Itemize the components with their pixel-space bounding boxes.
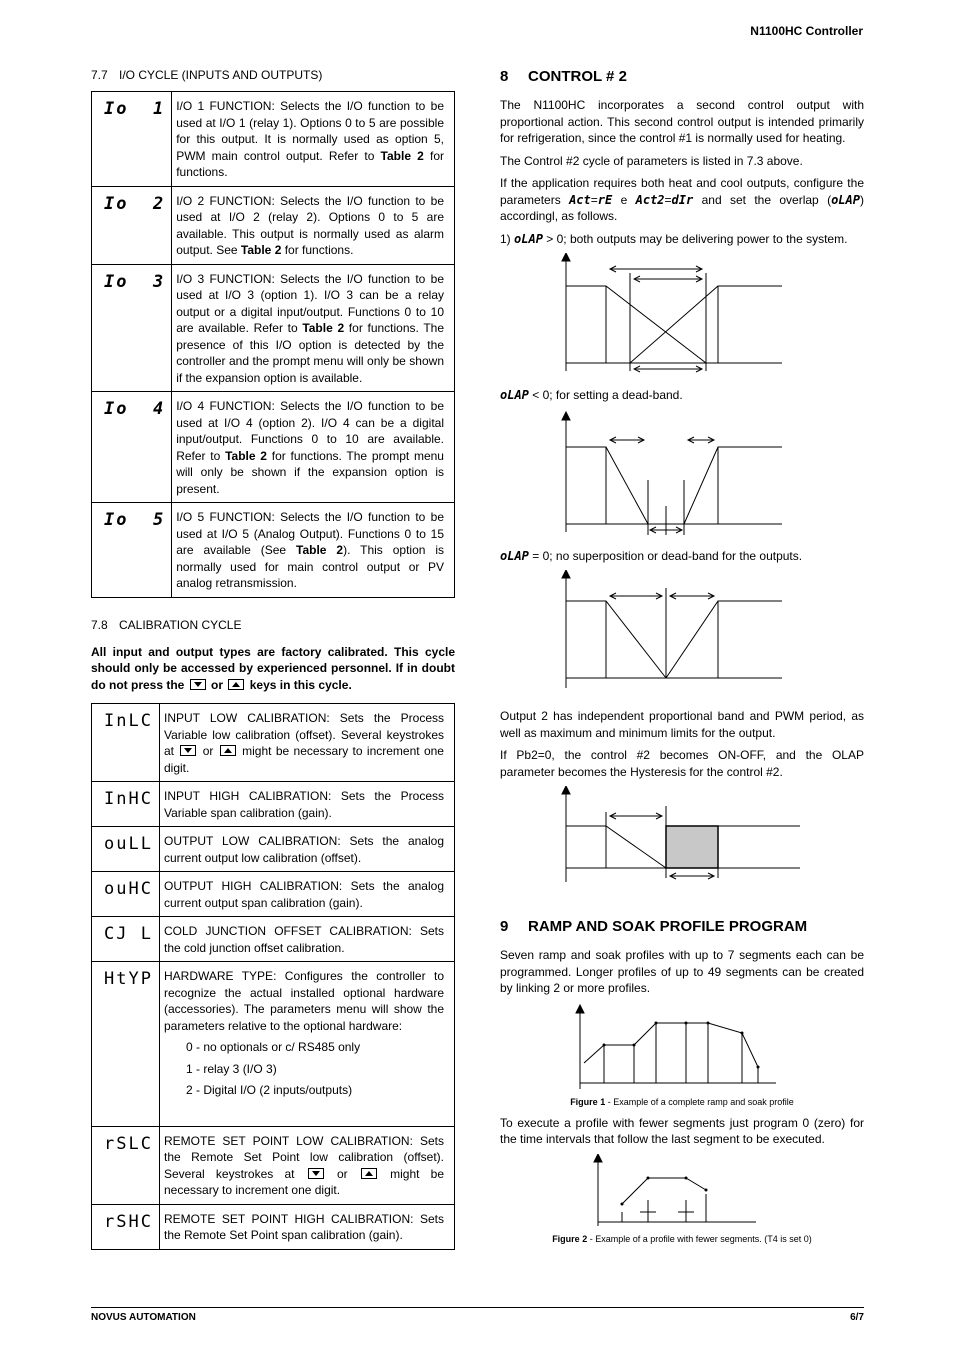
- calibration-warning: All input and output types are factory calibrated. This cycle should only be accessed by experienced personnel. If in doubt do not press the or keys in this cycle.: [91, 644, 455, 692]
- parameter-code: rSHC: [92, 1204, 160, 1249]
- parameter-code: CJ L: [92, 917, 160, 962]
- parameter-description: COLD JUNCTION OFFSET CALIBRATION: Sets the cold junction offset calibration.: [160, 917, 455, 962]
- control2-heading: 8 CONTROL # 2: [500, 68, 627, 85]
- olap-positive-diagram: [500, 253, 864, 381]
- parameter-description: I/O 2 FUNCTION: Selects the I/O function to be used at I/O 2 (relay 2). Options 0 to 5 are available. This output is normally used as alarm output. See Table 2 for functions.: [172, 186, 455, 264]
- figure-2-caption: Figure 2 - Example of a profile with fewer segments. (T4 is set 0): [552, 1233, 812, 1244]
- output2-note: Output 2 has independent proportional band and PWM period, as well as maximum and minimum limits for the output.: [500, 709, 864, 740]
- table-row: [92, 917, 455, 962]
- hardware-option: 0 - no optionals or c/ RS485 only: [186, 1040, 361, 1054]
- olap-negative-item: oLAP < 0; for setting a dead-band.: [500, 388, 683, 402]
- parameter-description: HARDWARE TYPE: Configures the controller to recognize the actual installed optional hardware (accessories). The parameters menu will show the parameters relative to the optional hardware: 0 - no optionals or c/ RS485 only 1 - relay 3 (I/O 3) 2 - Digital I/O (2 inputs/outputs): [160, 962, 455, 1127]
- parameter-code: Io 2: [92, 186, 172, 264]
- figure-1-caption: Figure 1 - Example of a complete ramp and soak profile: [570, 1096, 794, 1107]
- left-column: [91, 68, 455, 1250]
- olap-negative-diagram: [500, 410, 864, 542]
- parameter-code: InLC: [92, 704, 160, 782]
- up-key-icon: [228, 679, 244, 690]
- parameter-code: InHC: [92, 782, 160, 827]
- parameter-description: REMOTE SET POINT HIGH CALIBRATION: Sets the Remote Set Point span calibration (gain).: [160, 1204, 455, 1249]
- parameter-description: INPUT LOW CALIBRATION: Sets the Process Variable low calibration (offset). Several keystrokes at or might be necessary to increment one digit.: [160, 704, 455, 782]
- table-row: [92, 782, 455, 827]
- document-header: N1100HC Controller: [750, 24, 863, 38]
- parameter-description: I/O 5 FUNCTION: Selects the I/O function to be used at I/O 5 (Analog Output). Functions 0 to 15 are available (See Table 2). This option is normally used for main control output or PV analog retransmission.: [172, 503, 455, 598]
- table-row: [92, 872, 455, 917]
- table-row: [92, 264, 455, 392]
- parameter-description: I/O 4 FUNCTION: Selects the I/O function to be used at I/O 4 (option 2). I/O 4 can be a digital input/output. Functions 0 to 10 are available. Refer to Table 2 for functions. The prompt menu will only be shown if the expansion option is present.: [172, 392, 455, 503]
- parameter-code: Io 5: [92, 503, 172, 598]
- ramp-fewer-segments: To execute a profile with fewer segments just program 0 (zero) for the time intervals that follow the last segment to be executed.: [500, 1115, 864, 1146]
- parameter-description: REMOTE SET POINT LOW CALIBRATION: Sets the Remote Set Point low calibration (offset). Several keystrokes at or might be necessary to increment one digit.: [160, 1126, 455, 1204]
- hardware-option: 2 - Digital I/O (2 inputs/outputs): [186, 1083, 353, 1097]
- up-key-icon: [361, 1168, 377, 1179]
- footer-company: NOVUS AUTOMATION: [91, 1312, 196, 1323]
- table-row: [92, 503, 455, 598]
- table-row: [92, 392, 455, 503]
- table-row: [92, 704, 455, 782]
- hardware-option: 1 - relay 3 (I/O 3): [186, 1061, 277, 1076]
- table-row: [92, 1126, 455, 1204]
- io-cycle-table: [91, 91, 455, 598]
- ramp-intro: Seven ramp and soak profiles with up to 7 segments each can be programmed. Longer profiles of up to 49 segments can be created by linking 2 or more profiles.: [500, 948, 864, 995]
- table-row: [92, 962, 455, 1127]
- right-column: [500, 68, 864, 1252]
- control2-config: If the application requires both heat and cool outputs, configure the parameters Act=rE e Act2=dIr and set the overlap (oLAP) accordingl, as follows.: [500, 176, 864, 223]
- parameter-code: ouHC: [92, 872, 160, 917]
- calibration-table: [91, 703, 455, 1250]
- table-row: [92, 186, 455, 264]
- olap-zero-diagram: [500, 570, 864, 698]
- down-key-icon: [180, 745, 196, 756]
- down-key-icon: [308, 1168, 324, 1179]
- olap-positive-item: 1) oLAP > 0; both outputs may be delivering power to the system.: [500, 231, 848, 246]
- parameter-description: I/O 1 FUNCTION: Selects the I/O function to be used at I/O 1 (relay 1). Options 0 to 5 are possible for this output. It is normally used as option 5, PWM main control output. Refer to Table 2 for functions.: [172, 92, 455, 187]
- parameter-description: OUTPUT LOW CALIBRATION: Sets the analog current output low calibration (offset).: [160, 827, 455, 872]
- control2-intro: The N1100HC incorporates a second control output with proportional action. This second control output is intended primarily for refrigeration, since the control #1 is normally used for heating.: [500, 98, 864, 145]
- calibration-heading: 7.8 CALIBRATION CYCLE: [91, 617, 242, 632]
- table-row: [92, 92, 455, 187]
- parameter-code: HtYP: [92, 962, 160, 1127]
- parameter-code: Io 4: [92, 392, 172, 503]
- table-row: [92, 827, 455, 872]
- parameter-code: ouLL: [92, 827, 160, 872]
- onoff-note: If Pb2=0, the control #2 becomes ON-OFF, and the OLAP parameter becomes the Hysteresis for the control #2.: [500, 748, 864, 779]
- parameter-code: Io 1: [92, 92, 172, 187]
- parameter-description: INPUT HIGH CALIBRATION: Sets the Process Variable span calibration (gain).: [160, 782, 455, 827]
- control2-cycle-note: The Control #2 cycle of parameters is listed in 7.3 above.: [500, 153, 803, 168]
- footer-divider: [91, 1307, 864, 1308]
- onoff-hysteresis-diagram: [500, 786, 864, 890]
- olap-zero-item: oLAP = 0; no superposition or dead-band for the outputs.: [500, 548, 803, 563]
- ramp-soak-figure-2: [500, 1154, 864, 1232]
- parameter-code: Io 3: [92, 264, 172, 392]
- parameter-code: rSLC: [92, 1126, 160, 1204]
- table-row: [92, 1204, 455, 1249]
- ramp-soak-figure-1: [500, 1003, 864, 1095]
- down-key-icon: [190, 679, 206, 690]
- footer-page-number: 6/7: [850, 1312, 864, 1323]
- parameter-description: I/O 3 FUNCTION: Selects the I/O function to be used at I/O 3 (option 1). I/O 3 can be a relay output or a digital input/output. Functions 0 to 10 are available. Refer to Table 2 for functions. The presence of this I/O option is detected by the controller and the prompt menu will only be shown if the expansion option is available.: [172, 264, 455, 392]
- up-key-icon: [220, 745, 236, 756]
- parameter-description: OUTPUT HIGH CALIBRATION: Sets the analog current output span calibration (gain).: [160, 872, 455, 917]
- ramp-heading: 9 RAMP AND SOAK PROFILE PROGRAM: [500, 918, 808, 935]
- io-cycle-heading: 7.7 I/O CYCLE (INPUTS AND OUTPUTS): [91, 68, 323, 82]
